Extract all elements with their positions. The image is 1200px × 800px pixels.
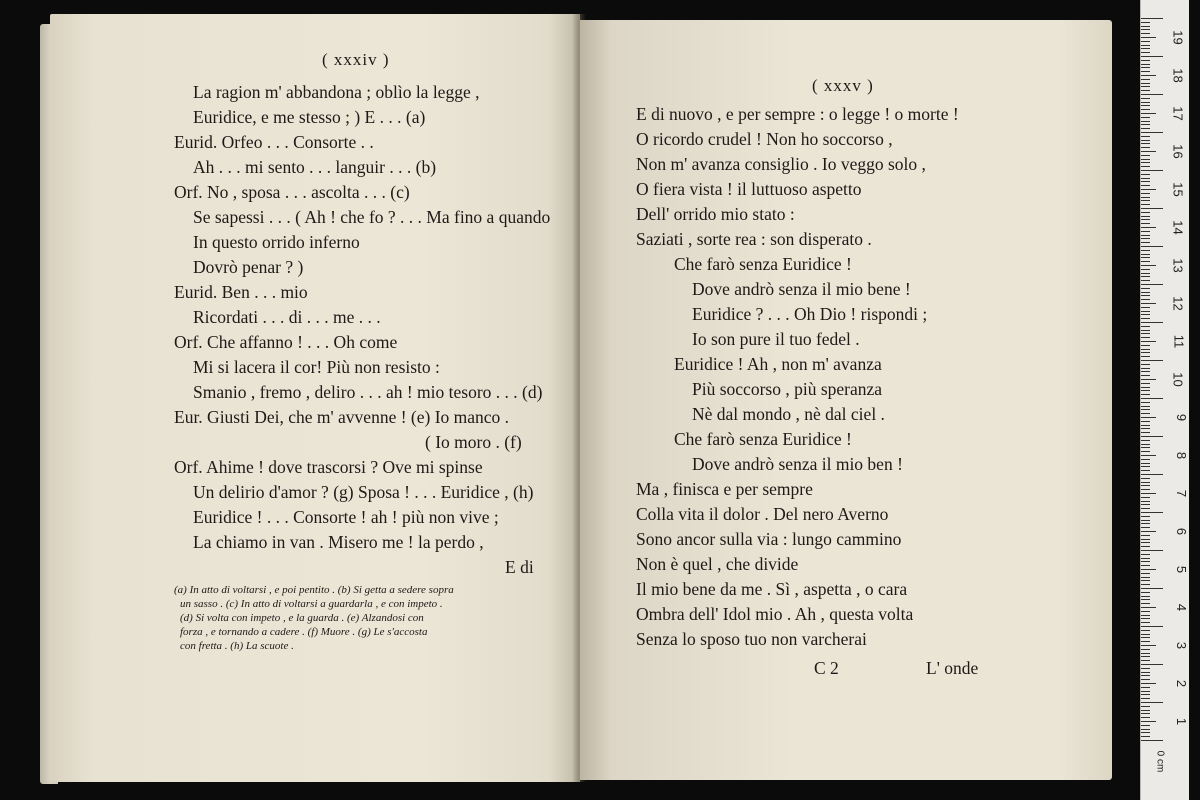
ruler-tick (1141, 379, 1156, 380)
ruler-tick (1141, 26, 1150, 27)
ruler-tick (1141, 136, 1150, 137)
ruler-tick (1141, 660, 1150, 661)
ruler-tick (1141, 459, 1150, 460)
ruler-tick (1141, 428, 1150, 429)
ruler-tick (1141, 523, 1150, 524)
ruler-tick (1141, 611, 1150, 612)
ruler-tick (1141, 242, 1150, 243)
footnote-line: con fretta . (h) La scuote . (180, 640, 294, 652)
ruler-tick (1141, 330, 1150, 331)
verse-line: In questo orrido inferno (193, 232, 360, 252)
ruler-unit-label: 0 cm (1154, 750, 1166, 773)
ruler-tick (1141, 231, 1150, 232)
right-page-number: ( xxxv ) (812, 76, 874, 95)
right-page (580, 20, 1112, 780)
ruler-tick (1141, 178, 1150, 179)
footnote-line: (a) In atto di voltarsi , e poi pentito . (b) Si getta a sedere sopra (174, 584, 454, 596)
verse-line: Dove andrò senza il mio bene ! (692, 279, 911, 299)
ruler-tick (1141, 679, 1150, 680)
ruler-tick (1141, 162, 1150, 163)
ruler-tick (1141, 698, 1150, 699)
ruler-tick (1141, 83, 1150, 84)
ruler-tick (1141, 687, 1150, 688)
ruler-tick (1141, 132, 1163, 133)
ruler-tick (1141, 193, 1150, 194)
ruler-number: 2 (1173, 679, 1189, 688)
ruler-tick (1141, 630, 1150, 631)
ruler-tick (1141, 580, 1150, 581)
ruler-tick (1141, 516, 1150, 517)
verse-line: O fiera vista ! il luttuoso aspetto (636, 179, 862, 199)
ruler-tick (1141, 326, 1150, 327)
ruler-tick (1141, 455, 1156, 456)
ruler-tick (1141, 189, 1156, 190)
ruler-tick (1141, 387, 1150, 388)
verse-line: Orf. No , sposa . . . ascolta . . . (c) (174, 182, 410, 202)
ruler-tick (1141, 216, 1150, 217)
ruler-tick (1141, 656, 1150, 657)
ruler-tick (1141, 174, 1150, 175)
footnote-line: forza , e tornando a cadere . (f) Muore . (g) Le s'accosta (180, 626, 428, 638)
ruler-tick (1141, 520, 1150, 521)
ruler-tick (1141, 436, 1163, 437)
ruler-tick (1141, 98, 1150, 99)
ruler-tick (1141, 577, 1150, 578)
ruler-tick (1141, 573, 1150, 574)
ruler-tick (1141, 299, 1150, 300)
verse-line: Il mio bene da me . Sì , aspetta , o cara (636, 579, 908, 599)
ruler-number: 9 (1173, 413, 1189, 422)
ruler-tick (1141, 181, 1150, 182)
ruler-tick (1141, 672, 1150, 673)
ruler-tick (1141, 447, 1150, 448)
ruler-tick (1141, 333, 1150, 334)
ruler-tick (1141, 402, 1150, 403)
ruler-number: 3 (1173, 641, 1189, 650)
ruler-tick (1141, 94, 1163, 95)
ruler-tick (1141, 56, 1163, 57)
ruler-tick (1141, 75, 1156, 76)
ruler-tick (1141, 546, 1150, 547)
verse-line: Eurid. Orfeo . . . Consorte . . (174, 132, 374, 152)
ruler-number: 14 (1170, 220, 1186, 235)
verse-line: Dell' orrido mio stato : (636, 204, 795, 224)
verse-line: Dovrò penar ? ) (193, 257, 304, 277)
ruler-tick (1141, 280, 1150, 281)
ruler-tick (1141, 140, 1150, 141)
ruler-tick (1141, 227, 1156, 228)
ruler-tick (1141, 550, 1163, 551)
ruler-tick (1141, 474, 1163, 475)
verse-line: Dove andrò senza il mio ben ! (692, 454, 903, 474)
ruler-tick (1141, 527, 1150, 528)
ruler-tick (1141, 155, 1150, 156)
ruler-tick (1141, 273, 1150, 274)
verse-line: Non m' avanza consiglio . Io veggo solo , (636, 154, 926, 174)
ruler-number: 11 (1170, 334, 1186, 349)
ruler-tick (1141, 406, 1150, 407)
ruler-tick (1141, 634, 1150, 635)
ruler-tick (1141, 124, 1150, 125)
ruler-tick (1141, 592, 1150, 593)
footnote-line: (d) Si volta con impeto , e la guarda . (e) Alzandosi con (180, 612, 424, 624)
ruler-tick (1141, 501, 1150, 502)
ruler-tick (1141, 588, 1163, 589)
ruler-tick (1141, 352, 1150, 353)
left-page (50, 14, 580, 782)
ruler-tick (1141, 71, 1150, 72)
ruler-number: 18 (1170, 68, 1186, 83)
verse-line: Ah . . . mi sento . . . languir . . . (b) (193, 157, 437, 177)
ruler-tick (1141, 440, 1150, 441)
catchword: E di (505, 557, 534, 577)
ruler-tick (1141, 356, 1150, 357)
ruler-tick (1141, 729, 1150, 730)
ruler-tick (1141, 246, 1163, 247)
ruler-tick (1141, 599, 1150, 600)
ruler-tick (1141, 117, 1150, 118)
ruler-tick (1141, 219, 1150, 220)
ruler-tick (1141, 421, 1150, 422)
ruler-tick (1141, 197, 1150, 198)
verse-line: Un delirio d'amor ? (g) Sposa ! . . . Euridice , (h) (193, 482, 534, 502)
ruler-tick (1141, 497, 1150, 498)
verse-line: Nè dal mondo , nè dal ciel . (692, 404, 885, 424)
ruler-tick (1141, 504, 1150, 505)
ruler-tick (1141, 485, 1150, 486)
ruler-tick (1141, 204, 1150, 205)
ruler-tick (1141, 425, 1150, 426)
verse-line: Ricordati . . . di . . . me . . . (193, 307, 381, 327)
ruler-tick (1141, 622, 1150, 623)
ruler-tick (1141, 276, 1150, 277)
verse-line: Non è quel , che divide (636, 554, 799, 574)
ruler-tick (1141, 90, 1150, 91)
ruler-tick (1141, 691, 1150, 692)
ruler-tick (1141, 22, 1150, 23)
ruler-tick (1141, 79, 1150, 80)
ruler-tick (1141, 675, 1150, 676)
ruler-number: 5 (1173, 565, 1189, 574)
ruler-tick (1141, 470, 1150, 471)
ruler-tick (1141, 235, 1150, 236)
ruler-tick (1141, 37, 1156, 38)
ruler-tick (1141, 664, 1163, 665)
ruler-number: 15 (1170, 182, 1186, 197)
verse-line: Colla vita il dolor . Del nero Averno (636, 504, 889, 524)
ruler-tick (1141, 565, 1150, 566)
ruler-tick (1141, 717, 1150, 718)
ruler-tick (1141, 337, 1150, 338)
verse-line: Euridice, e me stesso ; ) E . . . (a) (193, 107, 426, 127)
verse-line: Che farò senza Euridice ! (674, 254, 852, 274)
ruler-tick (1141, 318, 1150, 319)
ruler-tick (1141, 151, 1156, 152)
ruler-tick (1141, 113, 1156, 114)
ruler-tick (1141, 364, 1150, 365)
ruler-number: 19 (1170, 30, 1186, 45)
ruler-tick (1141, 561, 1150, 562)
ruler-tick (1141, 200, 1150, 201)
ruler-tick (1141, 303, 1156, 304)
ruler-tick (1141, 60, 1150, 61)
verse-line: Orf. Che affanno ! . . . Oh come (174, 332, 398, 352)
ruler-tick (1141, 736, 1150, 737)
verse-line: Orf. Ahime ! dove trascorsi ? Ove mi spinse (174, 457, 483, 477)
verse-line: Mi si lacera il cor! Più non resisto : (193, 357, 440, 377)
ruler-number: 13 (1170, 258, 1186, 273)
ruler-number: 12 (1170, 296, 1186, 311)
ruler-tick (1141, 451, 1150, 452)
ruler-tick (1141, 618, 1150, 619)
ruler-tick (1141, 269, 1150, 270)
verse-line: O ricordo crudel ! Non ho soccorso , (636, 129, 893, 149)
ruler-tick (1141, 383, 1150, 384)
ruler-tick (1141, 482, 1150, 483)
measuring-ruler (1140, 0, 1189, 800)
ruler-tick (1141, 508, 1150, 509)
ruler-tick (1141, 489, 1150, 490)
ruler-tick (1141, 668, 1150, 669)
ruler-tick (1141, 341, 1156, 342)
ruler-tick (1141, 653, 1150, 654)
ruler-tick (1141, 554, 1150, 555)
ruler-tick (1141, 121, 1150, 122)
ruler-tick (1141, 159, 1150, 160)
ruler-tick (1141, 345, 1150, 346)
ruler-tick (1141, 288, 1150, 289)
ruler-tick (1141, 615, 1150, 616)
ruler-tick (1141, 166, 1150, 167)
ruler-tick (1141, 584, 1150, 585)
ruler-tick (1141, 261, 1150, 262)
ruler-number: 7 (1173, 489, 1189, 498)
open-book (40, 14, 1115, 786)
verse-line: Io son pure il tuo fedel . (692, 329, 860, 349)
ruler-tick (1141, 463, 1150, 464)
verse-line: Ombra dell' Idol mio . Ah , questa volta (636, 604, 914, 624)
left-page-number: ( xxxiv ) (322, 50, 390, 69)
ruler-tick (1141, 702, 1163, 703)
verse-line: ( Io moro . (f) (425, 432, 522, 452)
verse-line: Sono ancor sulla via : lungo cammino (636, 529, 902, 549)
ruler-tick (1141, 67, 1150, 68)
ruler-tick (1141, 105, 1150, 106)
ruler-tick (1141, 48, 1150, 49)
verse-line: Eurid. Ben . . . mio (174, 282, 308, 302)
ruler-tick (1141, 371, 1150, 372)
ruler-tick (1141, 368, 1150, 369)
ruler-tick (1141, 64, 1150, 65)
ruler-tick (1141, 725, 1150, 726)
verse-line: Senza lo sposo tuo non varcherai (636, 629, 867, 649)
ruler-tick (1141, 444, 1150, 445)
ruler-tick (1141, 45, 1150, 46)
ruler-tick (1141, 29, 1150, 30)
ruler-tick (1141, 394, 1150, 395)
ruler-tick (1141, 478, 1150, 479)
ruler-tick (1141, 637, 1150, 638)
ruler-tick (1141, 311, 1150, 312)
ruler-tick (1141, 398, 1163, 399)
ruler-tick (1141, 284, 1163, 285)
ruler-number: 6 (1173, 527, 1189, 536)
catchword: L' onde (926, 658, 979, 678)
verse-line: Se sapessi . . . ( Ah ! che fo ? . . . Ma fino a quando (193, 207, 551, 227)
ruler-tick (1141, 295, 1150, 296)
verse-line: E di nuovo , e per sempre : o legge ! o morte ! (636, 104, 959, 124)
ruler-number: 16 (1170, 144, 1186, 159)
ruler-tick (1141, 360, 1163, 361)
verse-line: Saziati , sorte rea : son disperato . (636, 229, 872, 249)
ruler-tick (1141, 645, 1156, 646)
ruler-tick (1141, 713, 1150, 714)
ruler-tick (1141, 185, 1150, 186)
ruler-tick (1141, 626, 1163, 627)
verse-line: Smanio , fremo , deliro . . . ah ! mio tesoro . . . (d) (193, 382, 543, 402)
ruler-number: 10 (1170, 372, 1186, 387)
ruler-tick (1141, 706, 1150, 707)
ruler-tick (1141, 52, 1150, 53)
ruler-tick (1141, 531, 1156, 532)
ruler-tick (1141, 254, 1150, 255)
ruler-tick (1141, 432, 1150, 433)
ruler-tick (1141, 641, 1150, 642)
ruler-tick (1141, 128, 1150, 129)
ruler-tick (1141, 314, 1150, 315)
ruler-tick (1141, 41, 1150, 42)
ruler-tick (1141, 349, 1150, 350)
ruler-tick (1141, 238, 1150, 239)
ruler-tick (1141, 542, 1150, 543)
ruler-tick (1141, 409, 1150, 410)
ruler-tick (1141, 694, 1150, 695)
ruler-tick (1141, 390, 1150, 391)
ruler-tick (1141, 413, 1150, 414)
verse-line: Ma , finisca e per sempre (636, 479, 813, 499)
ruler-tick (1141, 603, 1150, 604)
ruler-tick (1141, 109, 1150, 110)
verse-line: La ragion m' abbandona ; oblìo la legge , (193, 82, 480, 102)
ruler-tick (1141, 257, 1150, 258)
ruler-tick (1141, 740, 1163, 741)
ruler-tick (1141, 265, 1156, 266)
ruler-tick (1141, 539, 1150, 540)
ruler-number: 17 (1170, 106, 1186, 121)
ruler-number: 8 (1173, 451, 1189, 460)
ruler-number: 1 (1173, 717, 1189, 726)
ruler-tick (1141, 732, 1150, 733)
ruler-tick (1141, 292, 1150, 293)
ruler-tick (1141, 208, 1163, 209)
ruler-tick (1141, 466, 1150, 467)
verse-line: Euridice ! . . . Consorte ! ah ! più non vive ; (193, 507, 499, 527)
ruler-tick (1141, 417, 1156, 418)
verse-line: Euridice ! Ah , non m' avanza (674, 354, 882, 374)
ruler-tick (1141, 250, 1150, 251)
verse-line: La chiamo in van . Misero me ! la perdo , (193, 532, 484, 552)
ruler-tick (1141, 102, 1150, 103)
ruler-tick (1141, 375, 1150, 376)
ruler-tick (1141, 147, 1150, 148)
signature-mark: C 2 (814, 658, 839, 678)
ruler-tick (1141, 33, 1150, 34)
ruler-tick (1141, 569, 1156, 570)
ruler-tick (1141, 558, 1150, 559)
verse-line: Più soccorso , più speranza (692, 379, 883, 399)
verse-line: Eur. Giusti Dei, che m' avvenne ! (e) Io manco . (174, 407, 510, 427)
ruler-tick (1141, 596, 1150, 597)
ruler-tick (1141, 322, 1163, 323)
ruler-tick (1141, 710, 1150, 711)
ruler-tick (1141, 223, 1150, 224)
footnote-line: un sasso . (c) In atto di voltarsi a guardarla , e con impeto . (180, 598, 443, 610)
ruler-tick (1141, 607, 1156, 608)
ruler-tick (1141, 143, 1150, 144)
ruler-tick (1141, 212, 1150, 213)
ruler-tick (1141, 493, 1156, 494)
ruler-tick (1141, 535, 1150, 536)
ruler-tick (1141, 86, 1150, 87)
verse-line: Che farò senza Euridice ! (674, 429, 852, 449)
ruler-number: 4 (1173, 603, 1189, 612)
ruler-tick (1141, 307, 1150, 308)
ruler-tick (1141, 683, 1156, 684)
ruler-tick (1141, 721, 1156, 722)
verse-line: Euridice ? . . . Oh Dio ! rispondi ; (692, 304, 928, 324)
ruler-tick (1141, 649, 1150, 650)
ruler-tick (1141, 18, 1163, 19)
ruler-tick (1141, 170, 1163, 171)
ruler-tick (1141, 512, 1163, 513)
